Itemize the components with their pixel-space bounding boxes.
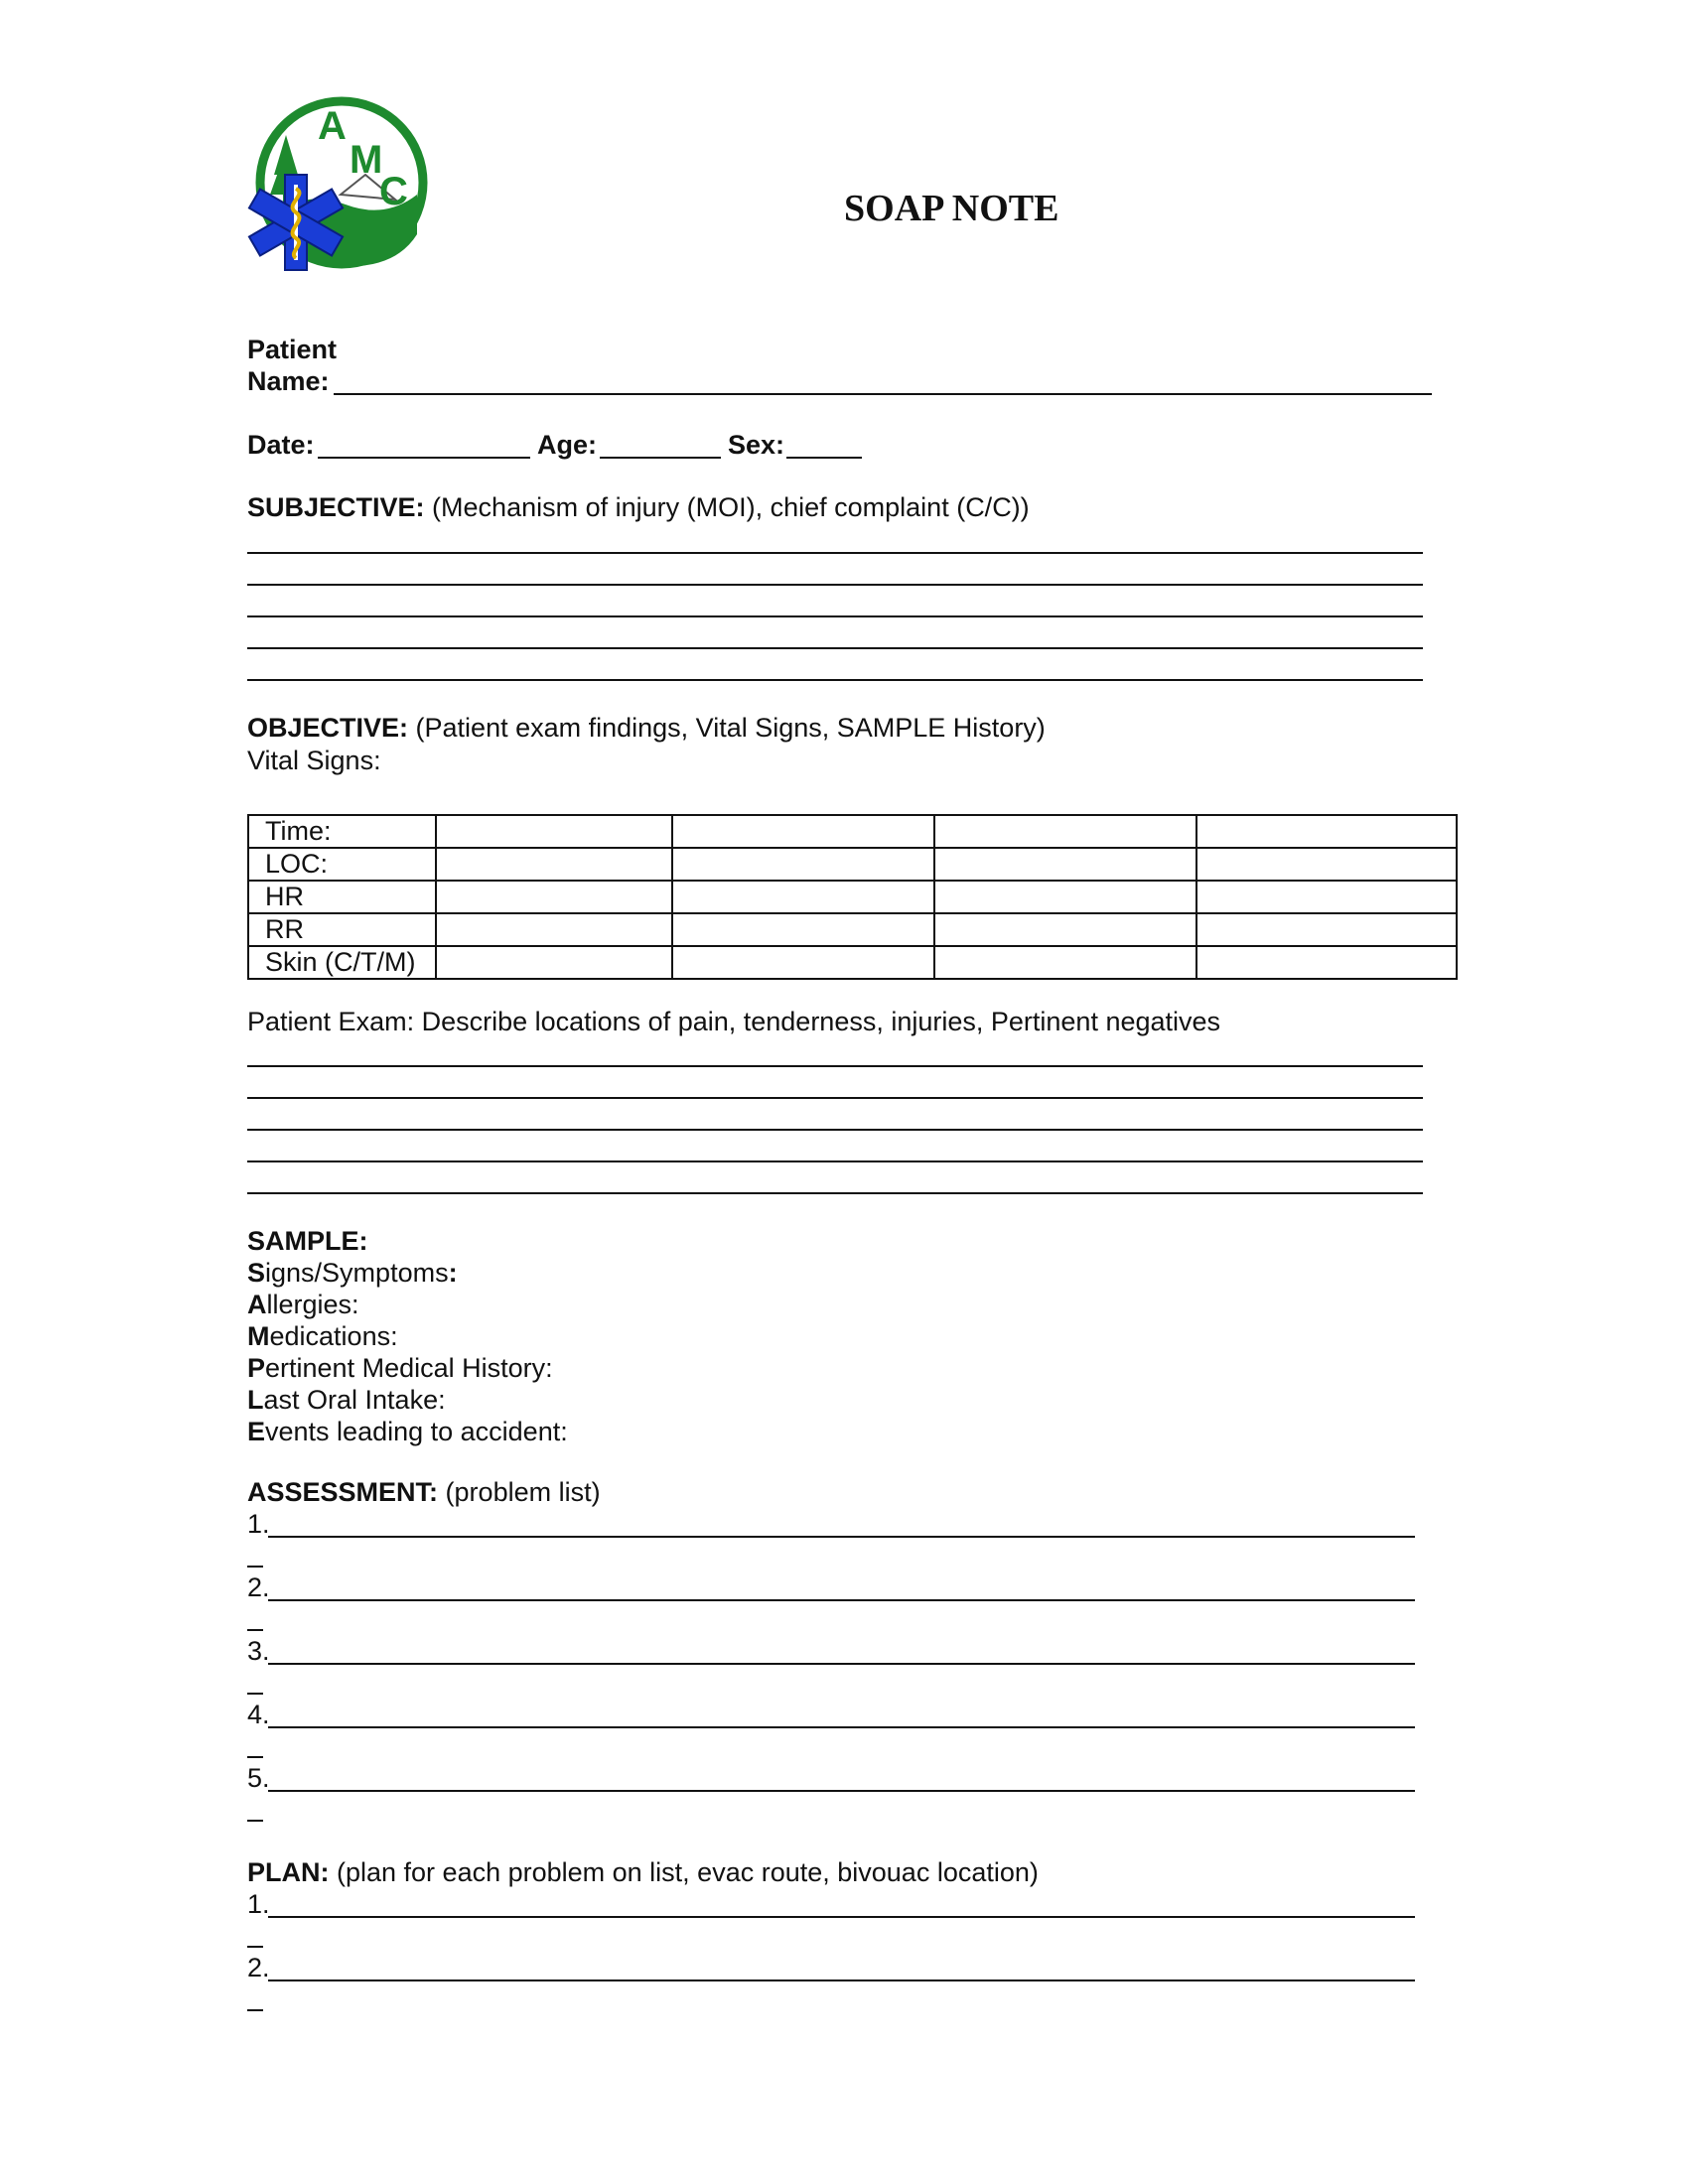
objective-heading: OBJECTIVE: [247,713,409,743]
name-field[interactable] [334,393,1432,395]
table-row [248,848,1457,881]
assessment-line[interactable] [268,1599,1415,1601]
table-row [248,815,1457,848]
vitals-cell[interactable] [1196,946,1457,979]
assessment-line[interactable] [268,1663,1415,1665]
sample-item [247,1257,458,1289]
vitals-cell[interactable] [1196,913,1457,946]
table-row [248,913,1457,946]
table-row [248,946,1457,979]
sample-item [247,1416,568,1447]
vital-signs-label: Vital Signs: [247,746,381,775]
subjective-line[interactable] [247,615,1423,617]
sample-text: ertinent Medical History: [265,1353,553,1383]
assessment-number: 2. [247,1572,270,1602]
patient-label: Patient [247,335,338,364]
sample-initial: A [247,1290,267,1319]
vitals-cell[interactable] [934,848,1196,881]
date-label: Date: [247,430,315,460]
sample-heading: SAMPLE: [247,1226,368,1256]
name-label: Name: [247,366,330,396]
exam-line[interactable] [247,1129,1423,1131]
subjective-line[interactable] [247,679,1423,681]
assessment-number: 5. [247,1763,270,1793]
vitals-cell[interactable] [934,913,1196,946]
wrap-dash [247,1756,263,1758]
subjective-heading-row [247,491,1030,523]
plan-heading-row [247,1856,1039,1888]
vitals-row-label: LOC: [248,848,436,881]
vitals-cell[interactable] [436,848,672,881]
exam-line[interactable] [247,1065,1423,1067]
subjective-heading: SUBJECTIVE: [247,492,425,522]
vitals-row-label: RR [248,913,436,946]
sex-label: Sex: [728,430,785,460]
wrap-dash [247,1693,263,1695]
plan-heading: PLAN: [247,1857,330,1887]
exam-line[interactable] [247,1097,1423,1099]
plan-line[interactable] [268,1916,1415,1918]
exam-line[interactable] [247,1160,1423,1162]
vitals-cell[interactable] [934,946,1196,979]
assessment-line[interactable] [268,1726,1415,1728]
vitals-cell[interactable] [436,946,672,979]
vitals-cell[interactable] [436,913,672,946]
sample-item [247,1289,359,1320]
assessment-number: 4. [247,1700,270,1729]
objective-heading-row [247,712,1046,744]
subjective-description: (Mechanism of injury (MOI), chief complaint (C/C)) [424,492,1030,522]
assessment-line[interactable] [268,1536,1415,1538]
assessment-number: 1. [247,1509,270,1539]
sex-field[interactable] [786,457,862,459]
vitals-cell[interactable] [436,815,672,848]
vitals-row-label: HR [248,881,436,913]
exam-line[interactable] [247,1192,1423,1194]
plan-number: 1. [247,1889,270,1919]
wrap-dash [247,1820,263,1822]
age-label: Age: [537,430,597,460]
plan-description: (plan for each problem on list, evac route, bivouac location) [329,1857,1039,1887]
sample-item [247,1352,553,1384]
sample-text: vents leading to accident: [265,1417,568,1446]
sample-suffix: : [448,1258,458,1288]
vitals-row-label: Time: [248,815,436,848]
plan-number: 2. [247,1953,270,1982]
sample-text: igns/Symptoms [265,1258,449,1288]
assessment-description: (problem list) [438,1477,601,1507]
subjective-line[interactable] [247,552,1423,554]
sample-item [247,1320,398,1352]
sample-initial: P [247,1353,266,1383]
sample-text: edications: [269,1321,398,1351]
vitals-cell[interactable] [672,913,934,946]
assessment-line[interactable] [268,1790,1415,1792]
sample-initial: E [247,1417,266,1446]
vitals-cell[interactable] [934,881,1196,913]
plan-line[interactable] [268,1979,1415,1981]
sample-initial: L [247,1385,264,1415]
vitals-row-label: Skin (C/T/M) [248,946,436,979]
svg-text:A: A [318,104,347,148]
svg-text:M: M [350,138,383,182]
assessment-number: 3. [247,1636,270,1666]
vitals-cell[interactable] [672,848,934,881]
vitals-cell[interactable] [934,815,1196,848]
vitals-cell[interactable] [436,881,672,913]
vitals-cell[interactable] [672,946,934,979]
vitals-cell[interactable] [672,881,934,913]
age-field[interactable] [600,457,721,459]
patient-exam-label: Patient Exam: Describe locations of pain, tenderness, injuries, Pertinent negatives [247,1007,1221,1036]
vital-signs-table [247,814,1458,980]
wrap-dash [247,1566,263,1568]
sample-initial: S [247,1258,266,1288]
table-row [248,881,1457,913]
vitals-cell[interactable] [1196,881,1457,913]
wrap-dash [247,1946,263,1948]
assessment-heading: ASSESSMENT: [247,1477,439,1507]
vitals-cell[interactable] [1196,815,1457,848]
wrap-dash [247,1629,263,1631]
svg-text:C: C [379,170,408,213]
date-field[interactable] [318,457,530,459]
wrap-dash [247,2009,263,2011]
objective-description: (Patient exam findings, Vital Signs, SAMPLE History) [408,713,1046,743]
sample-text: ast Oral Intake: [263,1385,446,1415]
sample-initial: M [247,1321,270,1351]
subjective-line[interactable] [247,647,1423,649]
vitals-cell[interactable] [672,815,934,848]
page-title: SOAP NOTE [844,188,1059,229]
subjective-line[interactable] [247,584,1423,586]
assessment-heading-row [247,1476,601,1508]
sample-item [247,1384,446,1416]
amc-logo [246,95,429,278]
sample-text: llergies: [266,1290,359,1319]
vitals-cell[interactable] [1196,848,1457,881]
